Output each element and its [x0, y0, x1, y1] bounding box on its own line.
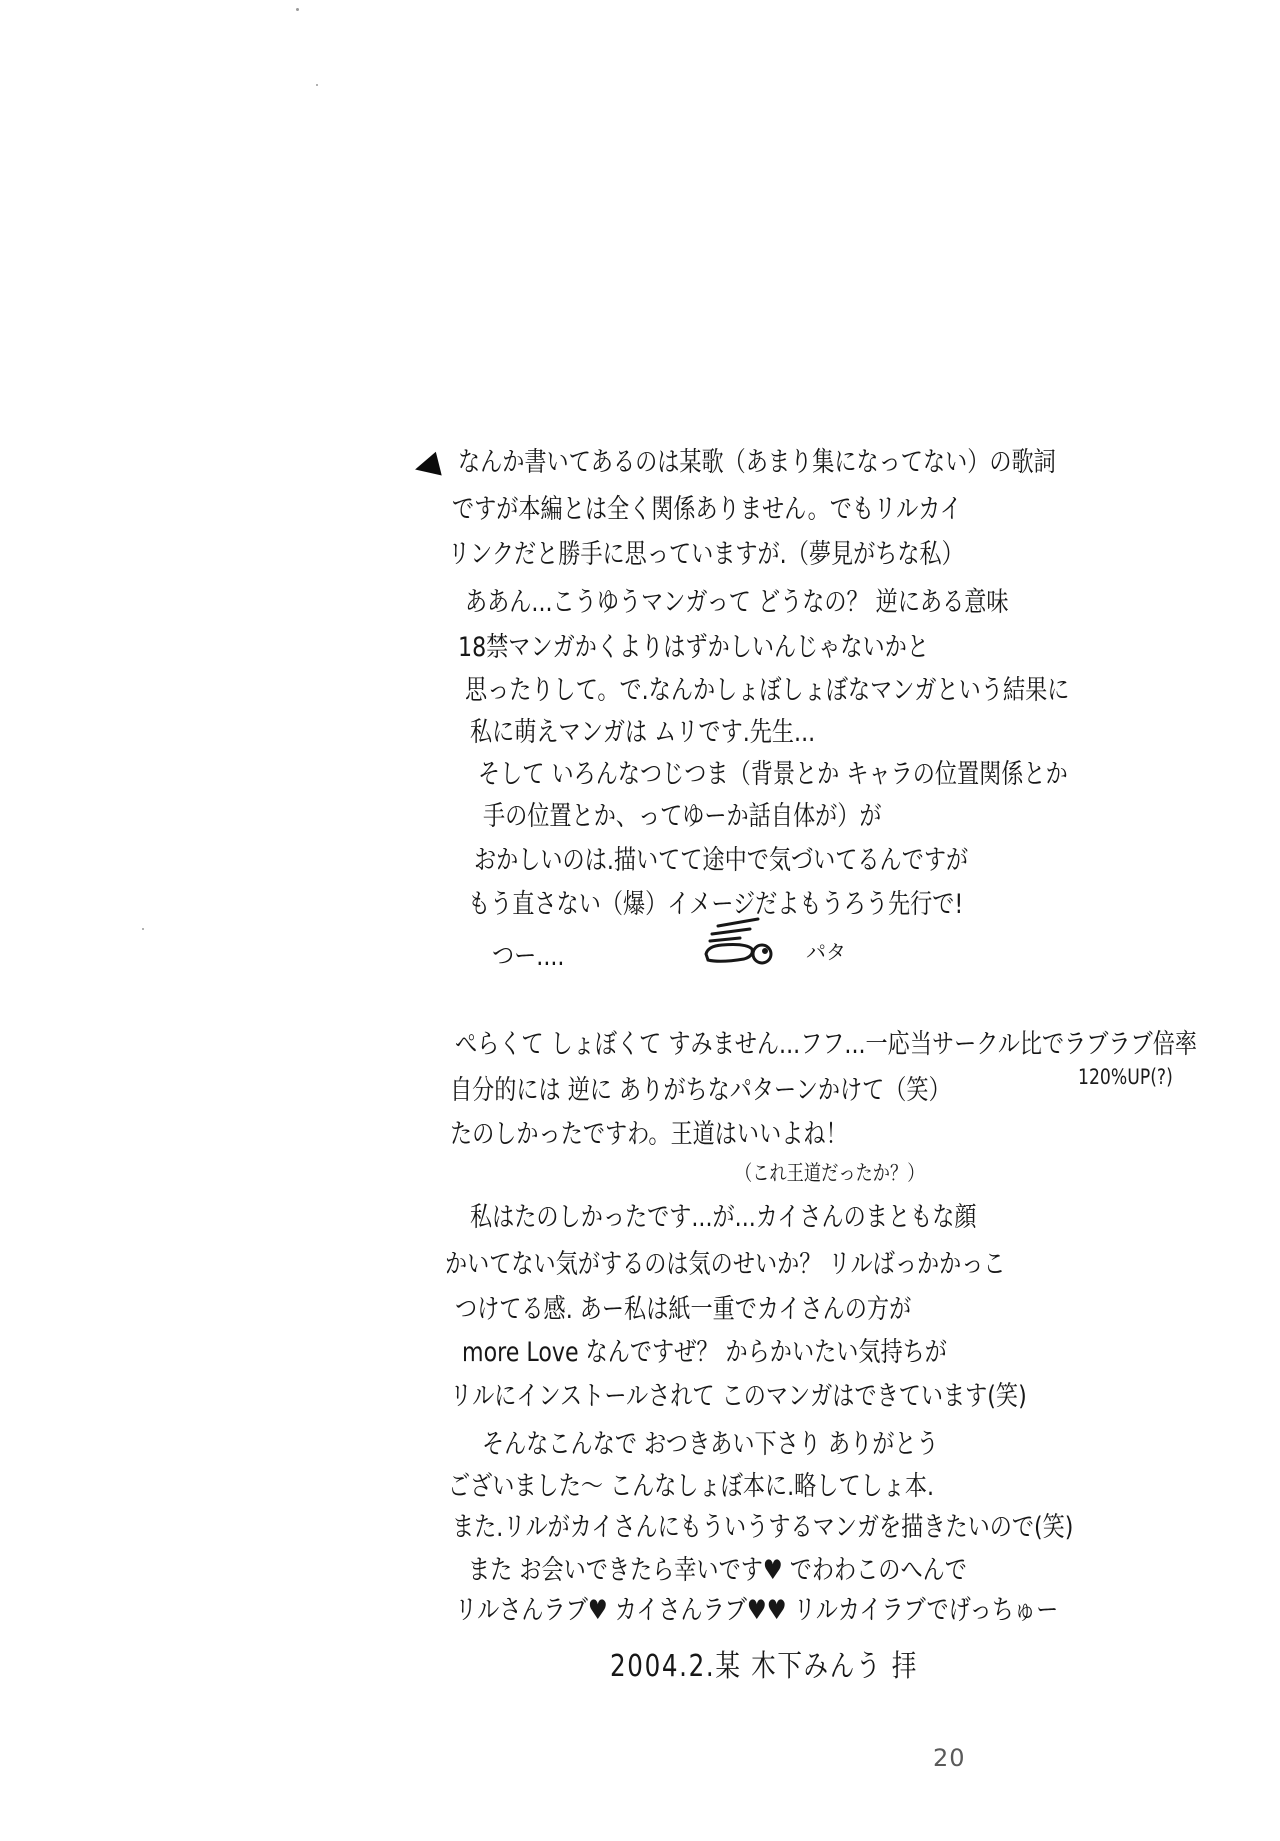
handwritten-line: 思ったりして。で.なんかしょぼしょぼなマンガという結果に: [465, 675, 1070, 706]
handwritten-line: 手の位置とか、ってゆーか話自体が）が: [483, 801, 882, 832]
handwritten-line: 自分的には 逆に ありがちなパターンかけて（笑）: [450, 1075, 951, 1106]
scan-speck: [316, 84, 318, 86]
handwritten-line: リルにインストールされて このマンガはできています(笑): [450, 1381, 1027, 1412]
handwritten-line: リルさんラブ♥ カイさんラブ♥♥ リルカイラブでげっちゅー: [455, 1595, 1059, 1626]
scan-speck: [142, 928, 144, 930]
handwritten-line: もう直さない（爆）イメージだよもうろう先行で!: [468, 889, 964, 920]
handwritten-line: ございました〜 こんなしょぼ本に.略してしょ本.: [448, 1471, 935, 1502]
handwritten-line: ですが本編とは全く関係ありません。でもリルカイ: [452, 494, 962, 525]
handwritten-line: また お会いできたら幸いです♥ でわわこのへんで: [468, 1555, 967, 1586]
handwritten-line: ああん...こうゆうマンガって どうなの？ 逆にある意味: [465, 587, 1009, 618]
handwritten-line: つけてる感. あー私は紙一重でカイさんの方が: [455, 1294, 912, 1325]
handwritten-line: たのしかったですわ。王道はいいよね！: [450, 1119, 848, 1150]
handwritten-line: つー....: [492, 941, 565, 972]
signature-line: 2004.2.某 木下みんう 拝: [610, 1649, 918, 1684]
handwritten-line: リンクだと勝手に思っていますが.（夢見がちな私）: [448, 539, 964, 570]
page-number: 20: [933, 1744, 966, 1772]
handwritten-line: 私はたのしかったです...が...カイさんのまともな顔: [470, 1202, 977, 1233]
handwritten-line: また.リルがカイさんにもういうするマンガを描きたいので(笑): [452, 1512, 1074, 1543]
handwritten-aside: （これ王道だったか？）: [735, 1161, 925, 1185]
doodle-sound-effect: パタ: [806, 940, 846, 964]
love-rate-note: 120%UP(?): [1078, 1065, 1173, 1089]
handwritten-line: 私に萌えマンガは ムリです.先生...: [470, 717, 816, 748]
handwritten-line: そんなこんなで おつきあい下さり ありがとう: [482, 1429, 939, 1460]
handwritten-line: そして いろんなつじつま（背景とか キャラの位置関係とか: [478, 759, 1068, 790]
scan-speck: [296, 8, 299, 11]
handwritten-line: おかしいのは.描いてて途中で気づいてるんですが: [474, 845, 969, 876]
flying-fish-doodle: [700, 916, 804, 970]
handwritten-line: 18禁マンガかくよりはずかしいんじゃないかと: [458, 632, 929, 663]
handwritten-line: more Love なんですぜ？ からかいたい気持ちが: [462, 1337, 947, 1368]
handwritten-line: なんか書いてあるのは某歌（あまり集になってない）の歌詞: [458, 447, 1056, 478]
handwritten-line: かいてない気がするのは気のせいか？ リルばっかかっこ: [445, 1249, 1006, 1280]
handwritten-line: ぺらくて しょぼくて すみません...フフ...一応当サークル比でラブラブ倍率: [455, 1029, 1197, 1060]
left-arrow-marker-icon: ◀: [409, 442, 443, 486]
